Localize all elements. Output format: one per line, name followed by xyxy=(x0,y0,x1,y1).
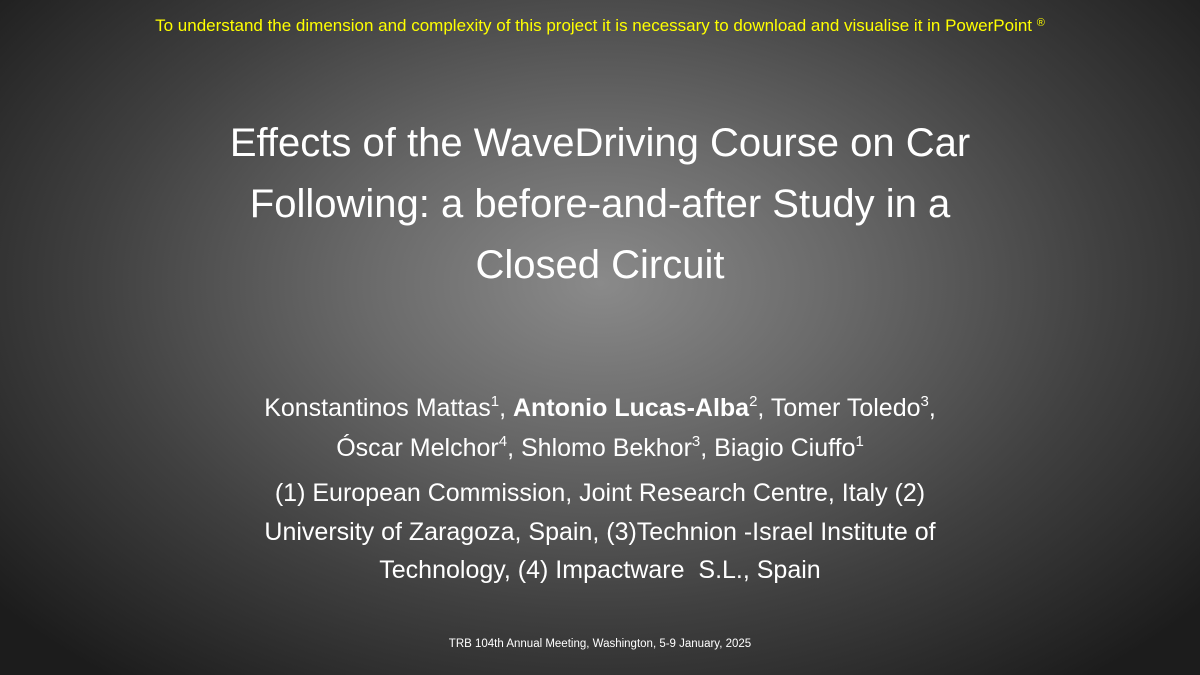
author-row-2 xyxy=(150,428,1050,468)
slide-title xyxy=(150,113,1050,296)
author-affiliation-number: 1 xyxy=(855,433,864,450)
conference-footer: TRB 104th Annual Meeting, Washington, 5-9 January, 2025 xyxy=(448,638,752,650)
author-name: Tomer Toledo xyxy=(770,394,921,422)
title-line-2: Following: a before-and-after Study in a xyxy=(249,182,951,226)
author-separator: , xyxy=(928,394,936,422)
banner-text: To understand the dimension and complexity of this project it is necessary to download and visualise it in PowerPoint xyxy=(155,16,1033,35)
affiliation-line-3: Technology, (4) Impactware S.L., Spain xyxy=(379,556,821,584)
author-affiliation-number: 2 xyxy=(749,393,758,410)
affiliation-line-2: University of Zaragoza, Spain, (3)Technion -Israel Institute of xyxy=(264,517,936,546)
author-separator: , xyxy=(757,394,771,422)
author-affiliation-number: 3 xyxy=(691,433,701,450)
affiliations xyxy=(150,474,1050,590)
author-separator: , xyxy=(700,434,715,462)
author-name: Shlomo Bekhor xyxy=(520,434,692,462)
author-affiliation-number: 3 xyxy=(920,393,929,410)
author-name: Óscar Melchor xyxy=(336,434,499,462)
author-name: Konstantinos Mattas xyxy=(264,394,491,422)
affiliation-line-1: (1) European Commission, Joint Research Centre, Italy (2) xyxy=(274,479,926,507)
author-list xyxy=(150,388,1050,468)
author-separator: , xyxy=(499,394,513,422)
title-line-1: Effects of the WaveDriving Course on Car xyxy=(229,121,971,165)
author-name-presenter: Antonio Lucas-Alba xyxy=(512,394,750,422)
author-name: Biagio Ciuffo xyxy=(714,434,856,462)
title-line-3: Closed Circuit xyxy=(475,243,725,287)
powerpoint-notice-banner xyxy=(0,12,1200,37)
author-affiliation-number: 1 xyxy=(490,393,500,410)
registered-mark: ® xyxy=(1036,17,1045,29)
author-affiliation-number: 4 xyxy=(498,433,508,450)
author-separator: , xyxy=(507,434,521,462)
author-row-1 xyxy=(150,388,1050,428)
